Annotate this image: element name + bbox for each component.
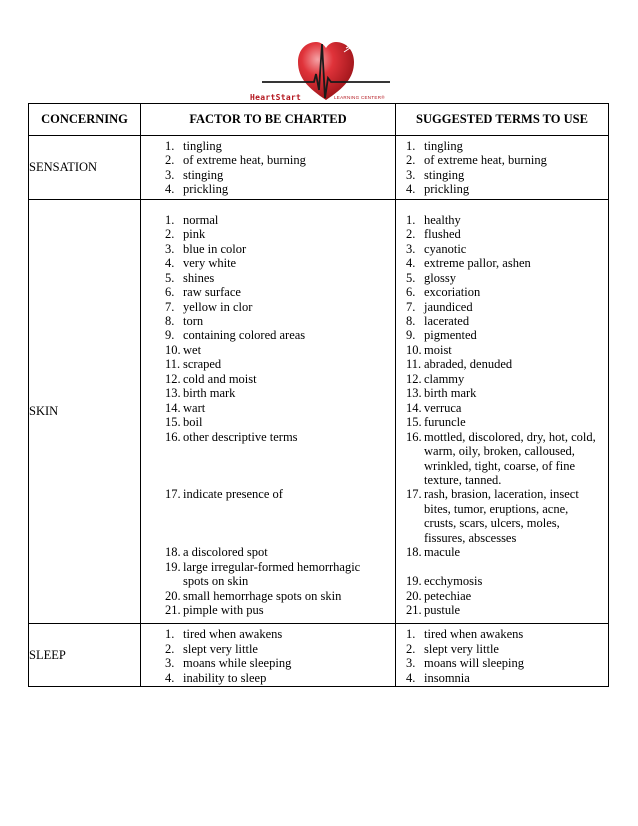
list-item: 18. a discolored spot: [165, 545, 268, 560]
list-item: 4. very white: [165, 256, 237, 271]
list-item: 20. small hemorrhage spots on skin: [165, 588, 342, 603]
list-item: 16. other descriptive terms: [165, 429, 298, 444]
list-item: 12. clammy: [406, 371, 465, 386]
list-item: 8. torn: [165, 313, 204, 328]
list-item: 5. shines: [165, 270, 215, 285]
list-item: 21. pimple with pus: [165, 602, 264, 617]
terms-list: [396, 627, 608, 685]
list-item: 15. furuncle: [406, 415, 466, 430]
list-item: 13. birth mark: [406, 386, 477, 401]
list-item: 1. tired when awakens: [406, 627, 524, 642]
list-item: 10. wet: [165, 342, 202, 357]
list-item: 1. tired when awakens: [165, 627, 283, 642]
list-item: 10. moist: [406, 342, 452, 357]
list-item: 4. prickling: [165, 182, 229, 197]
section-row-sleep: [29, 624, 609, 687]
factor-list: [141, 627, 395, 685]
list-item: 6. excoriation: [406, 285, 481, 300]
list-item: 7. yellow in clor: [165, 299, 253, 314]
list-item: 7. jaundiced: [406, 299, 473, 314]
list-item: 9. containing colored areas: [165, 328, 306, 343]
header-concerning: CONCERNING: [29, 104, 141, 136]
list-item: 2. flushed: [406, 227, 461, 242]
list-item: 2. of extreme heat, burning: [165, 153, 306, 168]
list-item: 18. macule: [406, 545, 461, 560]
list-item: 1. tingling: [406, 139, 463, 153]
list-item: 1. healthy: [406, 212, 461, 227]
list-item: 2. slept very little: [165, 641, 258, 656]
list-item: 3. blue in color: [165, 241, 247, 256]
list-item: 4. extreme pallor, ashen: [406, 256, 531, 271]
list-item: 15. boil: [165, 415, 203, 430]
factor-list: [141, 213, 395, 618]
brand-name: HeartStart: [250, 93, 302, 102]
list-item: 2. of extreme heat, burning: [406, 153, 547, 168]
terms-list: [396, 213, 608, 618]
list-item: 11. abraded, denuded: [406, 357, 513, 372]
list-item: 4. insomnia: [406, 670, 470, 685]
concern-label: SENSATION: [29, 136, 141, 200]
section-row-sensation: [29, 136, 609, 200]
factor-list: [141, 139, 395, 197]
brand-subtitle: LEARNING CENTER®: [334, 95, 385, 100]
list-item: 19. ecchymosis: [406, 574, 483, 589]
list-item: 3. moans while sleeping: [165, 656, 292, 671]
list-item: 3. stinging: [406, 167, 465, 182]
terms-list: [396, 139, 608, 197]
list-item: 14. wart: [165, 400, 206, 415]
list-item: 19. large irregular-formed hemorrhagic spots on skin: [165, 559, 361, 589]
list-item: 4. inability to sleep: [165, 670, 267, 685]
list-item: 9. pigmented: [406, 328, 477, 343]
concern-label: SKIN: [29, 199, 141, 624]
header-row: [29, 104, 609, 136]
list-item: 21. pustule: [406, 603, 461, 618]
list-item: 11. scraped: [165, 357, 222, 372]
section-row-skin: [29, 199, 609, 624]
list-item: 17. indicate presence of: [165, 487, 283, 502]
list-item: 2. slept very little: [406, 641, 499, 656]
list-item: 2. pink: [165, 227, 206, 242]
list-item: 1. tingling: [165, 139, 222, 153]
list-item: 16. mottled, discolored, dry, hot, cold, warm, oily, broken, calloused, wrinkled, tight, coarse, of fine texture, tanned.: [406, 429, 596, 487]
list-item: 3. cyanotic: [406, 241, 467, 256]
list-item: 3. moans will sleeping: [406, 656, 524, 671]
list-item: 8. lacerated: [406, 313, 470, 328]
list-item: 20. petechiae: [406, 588, 472, 603]
list-item: 14. verruca: [406, 400, 462, 415]
concern-label: SLEEP: [29, 624, 141, 687]
charting-terms-table: [28, 103, 609, 687]
header-terms: SUGGESTED TERMS TO USE: [396, 104, 609, 136]
list-item: 6. raw surface: [165, 285, 241, 300]
list-item: 1. normal: [165, 212, 219, 227]
list-item: 12. cold and moist: [165, 371, 257, 386]
list-item: 5. glossy: [406, 270, 456, 285]
list-item: 17. rash, brasion, laceration, insect bites, tumor, eruptions, acne, crusts, scars, ulcers, moles, fissures, abscesses: [406, 487, 579, 545]
list-item: 3. stinging: [165, 167, 224, 182]
header-factor: FACTOR TO BE CHARTED: [141, 104, 396, 136]
list-item: 4. prickling: [406, 182, 470, 197]
list-item: 13. birth mark: [165, 386, 236, 401]
